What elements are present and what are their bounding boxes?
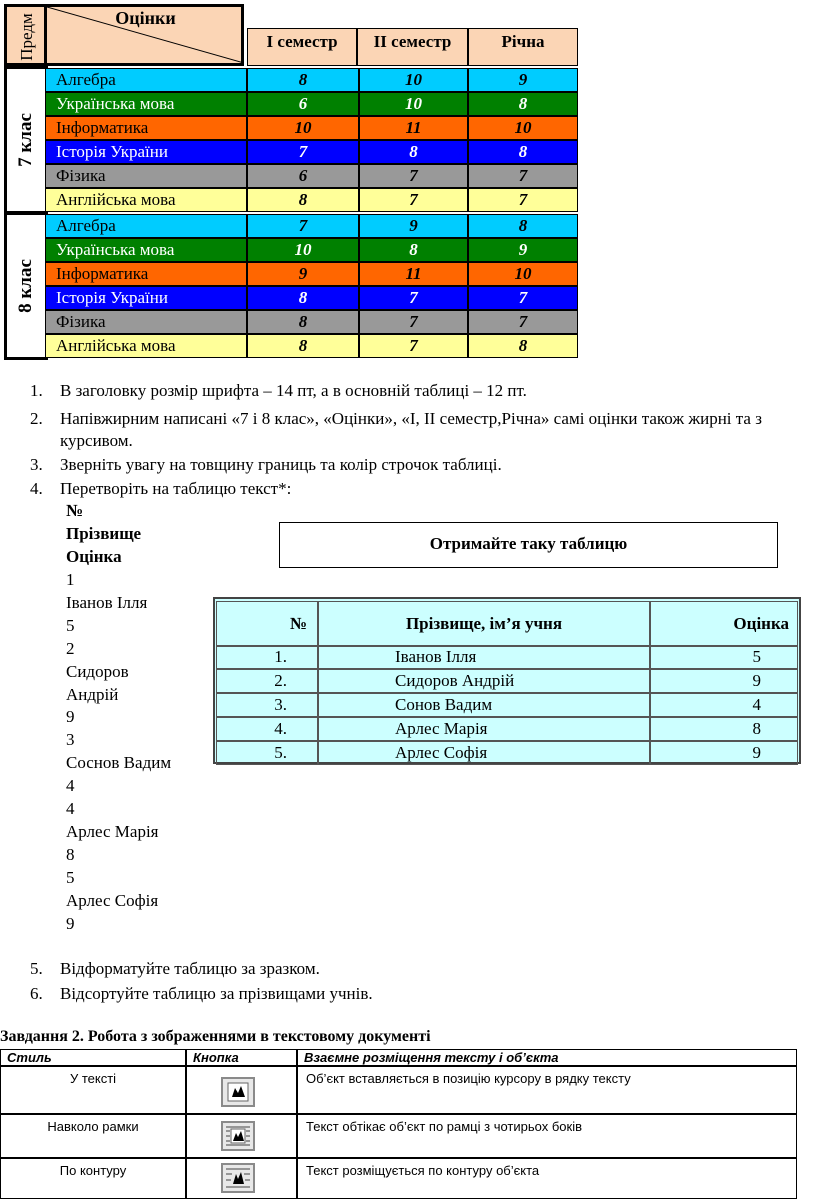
instruction-number: 6.: [30, 984, 43, 1003]
semester2-grade: 10: [359, 68, 468, 92]
raw-text-line: 8: [66, 844, 75, 864]
subject-cell: Фізика: [45, 164, 247, 188]
raw-text-line: 5: [66, 615, 75, 635]
semester2-grade: 9: [359, 214, 468, 238]
subject-cell: Англійська мова: [45, 334, 247, 358]
annual-grade: 7: [468, 164, 578, 188]
subject-cell: Інформатика: [45, 116, 247, 140]
subject-header-cell: [7, 7, 47, 63]
raw-text-line: 1: [66, 570, 75, 589]
annual-grade: 10: [468, 262, 578, 286]
raw-text-line: Іванов Ілля: [66, 592, 148, 612]
semester2-grade: 7: [359, 310, 468, 334]
annual-grade: 8: [468, 140, 578, 164]
students-header-grade: Оцінка: [650, 601, 798, 647]
raw-text-line: Андрій: [66, 684, 119, 704]
semester1-grade: 6: [247, 164, 359, 188]
semester1-grade: 6: [247, 92, 359, 116]
raw-text-bold-line: Оцінка: [66, 547, 122, 566]
instruction-number: 2.: [30, 409, 43, 428]
raw-text-line: Арлес Марія: [66, 821, 159, 841]
class8-label-cell: [4, 212, 48, 360]
grade-row: [45, 164, 578, 188]
semester1-grade: 10: [247, 116, 359, 140]
raw-text-line: Соснов Вадим: [66, 753, 172, 773]
subject-cell: Фізика: [45, 310, 247, 334]
semester2-grade: 8: [359, 140, 468, 164]
semester1-grade: 7: [247, 140, 359, 164]
class8-label: 8 клас: [15, 259, 36, 313]
semester1-header: І семестр: [247, 28, 357, 66]
subject-cell: Історія України: [45, 140, 247, 164]
semester2-grade: 11: [359, 116, 468, 140]
annual-grade: 9: [468, 68, 578, 92]
grade-row: [45, 238, 578, 262]
square-wrap-icon[interactable]: [221, 1121, 255, 1151]
semester1-grade: 10: [247, 238, 359, 262]
students-header-name: Прізвище, ім’я учня: [318, 601, 650, 647]
raw-text-line: Сидоров: [66, 661, 129, 681]
student-name: Сидоров Андрій: [318, 669, 650, 693]
student-num: 3.: [216, 693, 318, 717]
annual-grade: 8: [468, 92, 578, 116]
students-header-num: №: [216, 601, 318, 647]
student-name: Арлес Марія: [318, 717, 650, 741]
subject-cell: Українська мова: [45, 92, 247, 116]
semester1-grade: 8: [247, 286, 359, 310]
student-num: 1.: [216, 645, 318, 669]
subject-cell: Англійська мова: [45, 188, 247, 212]
subject-header-label: Предм: [17, 13, 36, 61]
grade-row: [45, 214, 578, 238]
style-name: Навколо рамки: [0, 1114, 186, 1158]
class7-label: 7 клас: [15, 113, 36, 167]
instruction-number: 3.: [30, 455, 43, 474]
raw-text-line: 4: [66, 799, 75, 818]
instruction-text: Зверніть увагу на товщину границь та колір строчок таблиці.: [60, 455, 502, 474]
subject-cell: Інформатика: [45, 262, 247, 286]
semester2-grade: 7: [359, 286, 468, 310]
raw-text-line: 3: [66, 730, 75, 750]
student-num: 2.: [216, 669, 318, 693]
style-relation: Об’єкт вставляється в позицію курсору в рядку тексту: [297, 1066, 797, 1114]
instruction-text: Напівжирним написані «7 і 8 клас», «Оцінки», «І, ІІ семестр,Річна» самі оцінки також жирні та з курсивом.: [60, 409, 762, 450]
grade-row: [45, 262, 578, 286]
semester1-grade: 8: [247, 68, 359, 92]
styles-header-button: Кнопка: [186, 1049, 297, 1066]
annual-grade: 7: [468, 286, 578, 310]
grades-table-corner-header: [4, 4, 244, 66]
student-grade: 4: [650, 693, 798, 717]
semester2-grade: 7: [359, 164, 468, 188]
semester1-grade: 9: [247, 262, 359, 286]
annual-grade: 8: [468, 334, 578, 358]
grade-row: [45, 92, 578, 116]
instruction-text: Відформатуйте таблицю за зразком.: [60, 959, 320, 978]
semester2-header: ІІ семестр: [357, 28, 468, 66]
annual-grade: 7: [468, 188, 578, 212]
tight-wrap-icon[interactable]: [221, 1163, 255, 1193]
style-relation: Текст обтікає об’єкт по рамці з чотирьох боків: [297, 1114, 797, 1158]
student-name: Арлес Софія: [318, 741, 650, 765]
subject-cell: Українська мова: [45, 238, 247, 262]
student-name: Іванов Ілля: [318, 645, 650, 669]
raw-text-bold-line: №: [66, 501, 84, 520]
grade-row: [45, 68, 578, 92]
raw-text-line: 9: [66, 913, 75, 933]
instruction-number: 4.: [30, 479, 43, 498]
raw-text-line: 9: [66, 707, 75, 727]
annual-grade: 10: [468, 116, 578, 140]
semester1-grade: 8: [247, 188, 359, 212]
semester2-grade: 8: [359, 238, 468, 262]
grade-row: [45, 310, 578, 334]
style-name: У тексті: [0, 1066, 186, 1114]
student-grade: 5: [650, 645, 798, 669]
student-grade: 9: [650, 669, 798, 693]
instruction-text: Відсортуйте таблицю за прізвищами учнів.: [60, 984, 373, 1003]
annual-grade: 8: [468, 214, 578, 238]
grade-row: [45, 116, 578, 140]
semester2-grade: 7: [359, 334, 468, 358]
subject-cell: Алгебра: [45, 68, 247, 92]
grade-row: [45, 140, 578, 164]
styles-header-style: Стиль: [0, 1049, 186, 1066]
result-title-box: Отримайте таку таблицю: [279, 522, 778, 568]
semester2-grade: 11: [359, 262, 468, 286]
style-relation: Текст розміщується по контуру об’єкта: [297, 1158, 797, 1199]
student-num: 5.: [216, 741, 318, 765]
grades-header-label: Оцінки: [115, 8, 176, 28]
annual-grade: 7: [468, 310, 578, 334]
annual-grade: 9: [468, 238, 578, 262]
grade-row: [45, 334, 578, 358]
styles-header-relation: Взаємне розміщення тексту і об’єкта: [297, 1049, 797, 1066]
subject-cell: Алгебра: [45, 214, 247, 238]
raw-text-line: 5: [66, 867, 75, 887]
subject-cell: Історія України: [45, 286, 247, 310]
student-num: 4.: [216, 717, 318, 741]
instruction-number: 5.: [30, 959, 43, 978]
style-name: По контуру: [0, 1158, 186, 1199]
grade-row: [45, 188, 578, 212]
student-grade: 9: [650, 741, 798, 765]
grade-row: [45, 286, 578, 310]
semester1-grade: 8: [247, 310, 359, 334]
semester1-grade: 7: [247, 214, 359, 238]
task2-title: Завдання 2. Робота з зображеннями в текстовому документі: [0, 1028, 431, 1045]
instruction-text: В заголовку розмір шрифта – 14 пт, а в основній таблиці – 12 пт.: [60, 381, 527, 400]
raw-text-line: 2: [66, 638, 75, 658]
student-grade: 8: [650, 717, 798, 741]
instruction-text: Перетворіть на таблицю текст*:: [60, 479, 292, 498]
raw-text-line: Арлес Софія: [66, 890, 159, 910]
student-name: Сонов Вадим: [318, 693, 650, 717]
raw-text-bold-line: Прізвище: [66, 524, 142, 543]
inline-wrap-icon[interactable]: [221, 1077, 255, 1107]
raw-text-line: 4: [66, 776, 75, 796]
semester1-grade: 8: [247, 334, 359, 358]
semester2-grade: 10: [359, 92, 468, 116]
semester2-grade: 7: [359, 188, 468, 212]
class7-label-cell: [4, 66, 48, 214]
annual-header: Річна: [468, 28, 578, 66]
instruction-number: 1.: [30, 381, 43, 400]
